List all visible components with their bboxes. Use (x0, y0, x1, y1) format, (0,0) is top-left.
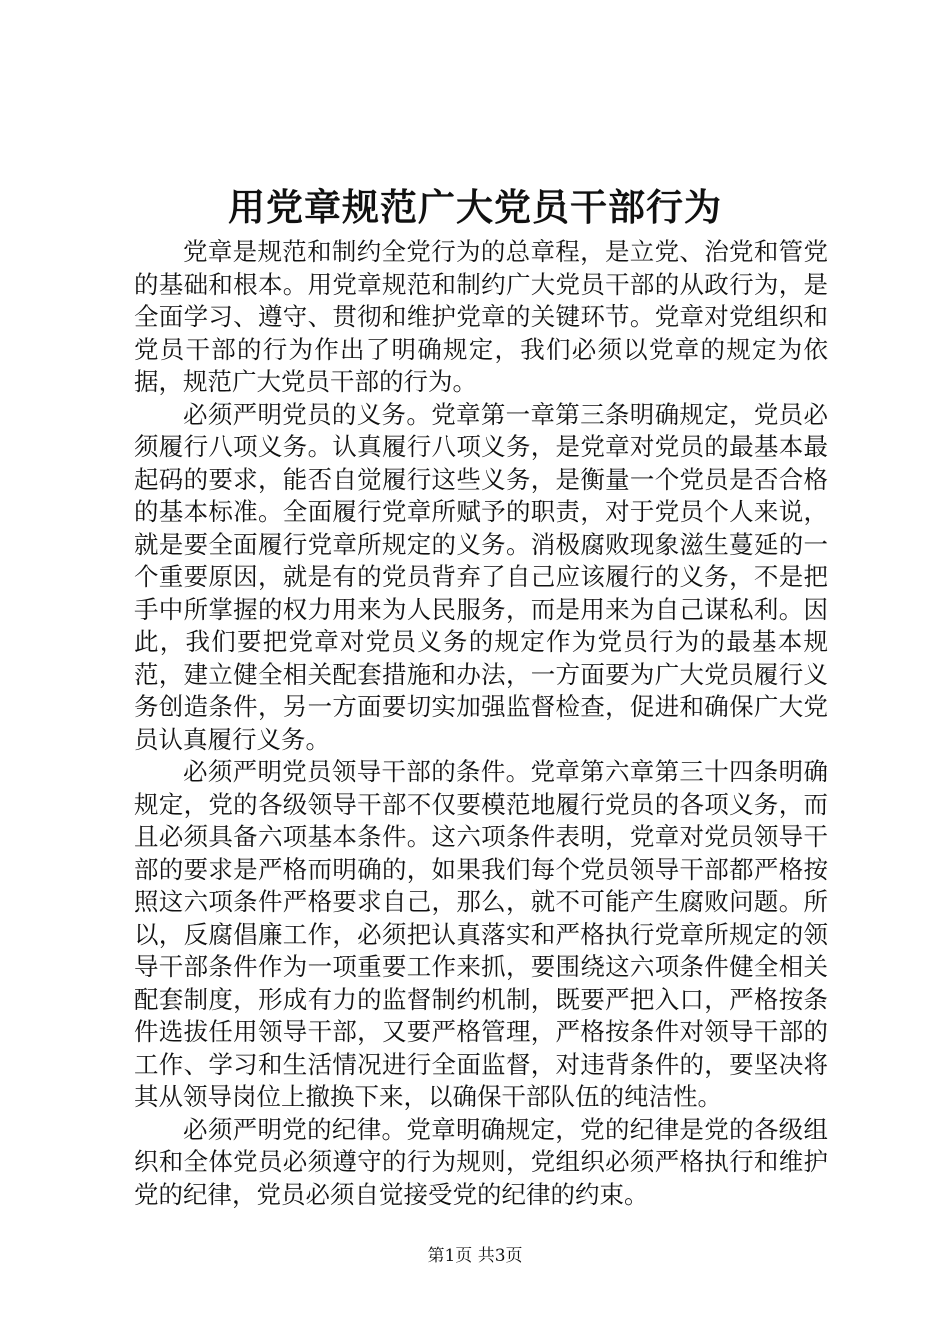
paragraph-intro: 党章是规范和制约全党行为的总章程，是立党、治党和管党的基础和根本。用党章规范和制约广大党员干部的从政行为，是全面学习、遵守、贯彻和维护党章的关键环节。党章对党组织和党员干部的行为作出了明确规定，我们必须以党章的规定为依据，规范广大党员干部的行为。 (134, 237, 828, 396)
document-title: 用党章规范广大党员干部行为 (228, 185, 722, 229)
paragraph-leader-conditions: 必须严明党员领导干部的条件。党章第六章第三十四条明确规定，党的各级领导干部不仅要模范地履行党员的各项义务，而且必须具备六项基本条件。这六项条件表明，党章对党员领导干部的要求是严格而明确的，如果我们每个党员领导干部都严格按照这六项条件严格要求自己，那么，就不可能产生腐败问题。所以，反腐倡廉工作，必须把认真落实和严格执行党章所规定的领导干部条件作为一项重要工作来抓，要围绕这六项条件健全相关配套制度，形成有力的监督制约机制，既要严把入口，严格按条件选拔任用领导干部，又要严格管理，严格按条件对领导干部的工作、学习和生活情况进行全面监督，对违背条件的，要坚决将其从领导岗位上撤换下来，以确保干部队伍的纯洁性。 (134, 757, 828, 1111)
page-footer: 第1页 共3页 (427, 1246, 523, 1266)
paragraph-party-discipline: 必须严明党的纪律。党章明确规定，党的纪律是党的各级组织和全体党员必须遵守的行为规则，党组织必须严格执行和维护党的纪律，党员必须自觉接受党的纪律的约束。 (134, 1114, 828, 1209)
document-body (134, 236, 828, 1211)
paragraph-member-duties: 必须严明党员的义务。党章第一章第三条明确规定，党员必须履行八项义务。认真履行八项义务，是党章对党员的最基本最起码的要求，能否自觉履行这些义务，是衡量一个党员是否合格的基本标准。全面履行党章所赋予的职责，对于党员个人来说，就是要全面履行党章所规定的义务。消极腐败现象滋生蔓延的一个重要原因，就是有的党员背弃了自己应该履行的义务，不是把手中所掌握的权力用来为人民服务，而是用来为自己谋私利。因此，我们要把党章对党员义务的规定作为党员行为的最基本规范，建立健全相关配套措施和办法，一方面要为广大党员履行义务创造条件，另一方面要切实加强监督检查，促进和确保广大党员认真履行义务。 (134, 399, 828, 754)
